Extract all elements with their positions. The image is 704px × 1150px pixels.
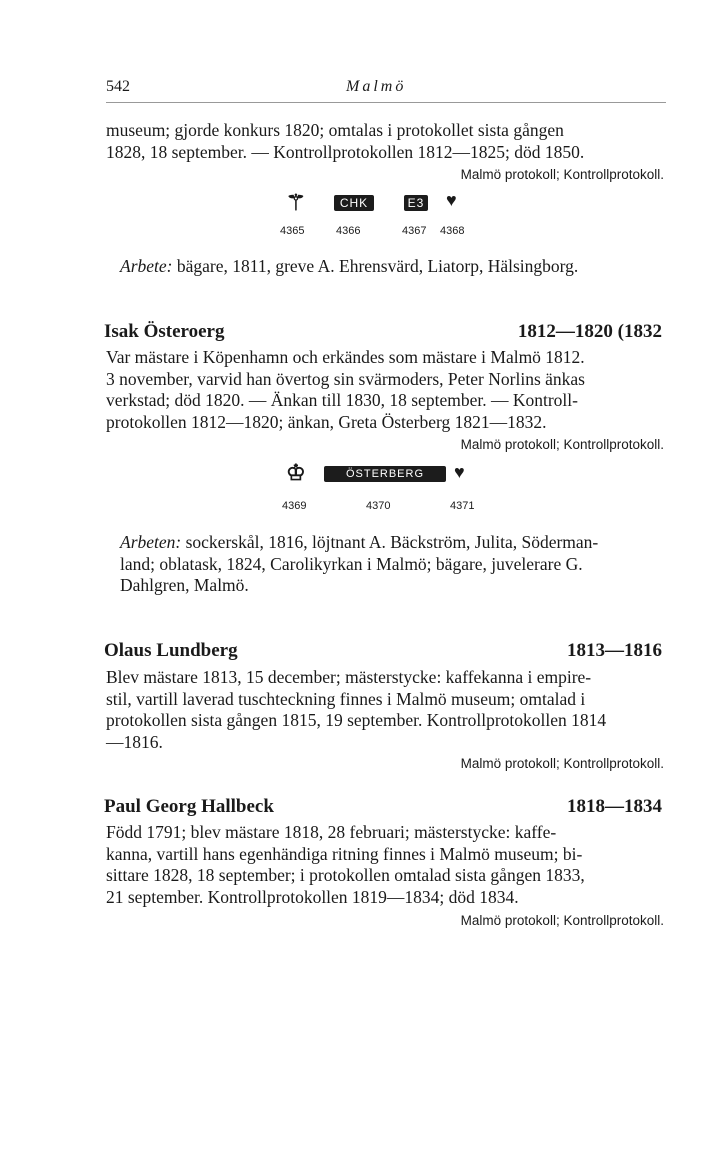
intro-paragraph [106, 120, 666, 163]
mark-number: 4370 [366, 500, 391, 512]
page-header [106, 78, 666, 102]
source-note: Malmö protokoll; Kontrollprotokoll. [460, 913, 664, 928]
mark-number: 4365 [280, 225, 305, 237]
heart-mark-icon: ♥ [454, 462, 465, 482]
entry-paragraph [106, 822, 666, 908]
work-text: land; oblatask, 1824, Carolikyrkan i Malmö; bägare, juvelerare G. [120, 553, 583, 574]
source-note: Malmö protokoll; Kontrollprotokoll. [460, 167, 664, 182]
work-line [120, 256, 665, 278]
entry-heading [104, 321, 662, 347]
text-line: 3 november, varvid han övertog sin svärmoders, Peter Norlins änkas [106, 368, 585, 389]
entry-name: Paul Georg Hallbeck [104, 796, 274, 817]
page-number: 542 [106, 78, 130, 95]
source-note: Malmö protokoll; Kontrollprotokoll. [460, 756, 664, 771]
work-text: Dahlgren, Malmö. [120, 575, 249, 595]
entry-years: 1812—1820 (1832 [517, 321, 662, 342]
osterberg-stamp: ÖSTERBERG [324, 466, 446, 482]
running-title: Malmö [346, 78, 407, 95]
text-line: Född 1791; blev mästare 1818, 28 februari; mästerstycke: kaffe- [106, 822, 557, 842]
maker-marks [282, 460, 502, 510]
entry-name: Olaus Lundberg [104, 640, 238, 661]
figure-mark-icon: ⚚ [286, 190, 306, 215]
heart-mark-icon: ♥ [446, 190, 457, 210]
text-line: —1816. [106, 731, 163, 752]
entry-heading [104, 796, 662, 822]
mark-number: 4366 [336, 225, 361, 237]
text-line: 1828, 18 september. — Kontrollprotokollen 1812—1825; död 1850. [106, 141, 585, 162]
entry-paragraph [106, 347, 666, 433]
work-text: sockerskål, 1816, löjtnant A. Bäckström, Julita, Söderman- [181, 532, 599, 552]
text-line: sittare 1828, 18 september; i protokollen omtalad sista gången 1833, [106, 865, 585, 885]
mark-number: 4369 [282, 500, 307, 512]
mark-number: 4367 [402, 225, 427, 237]
e3-stamp: E3 [404, 195, 428, 211]
header-rule [106, 102, 666, 103]
text-line: verkstad; död 1820. — Änkan till 1830, 18 september. — Kontroll- [106, 390, 578, 410]
text-line: museum; gjorde konkurs 1820; omtalas i protokollet sista gången [106, 120, 564, 140]
work-paragraph [120, 532, 665, 597]
text-line: Blev mästare 1813, 15 december; mästerstycke: kaffekanna i empire- [106, 667, 592, 687]
work-label: Arbeten: [120, 532, 182, 552]
entry-paragraph [106, 667, 666, 753]
text-line: 21 september. Kontrollprotokollen 1819—1834; död 1834. [106, 886, 519, 907]
work-text: bägare, 1811, greve A. Ehrensvärd, Liatorp, Hälsingborg. [172, 256, 579, 276]
text-line: Var mästare i Köpenhamn och erkändes som mästare i Malmö 1812. [106, 347, 585, 367]
mark-number: 4371 [450, 500, 475, 512]
maker-marks [280, 190, 500, 240]
entry-name: Isak Österoerg [104, 321, 225, 342]
text-line: protokollen 1812—1820; änkan, Greta Österberg 1821—1832. [106, 411, 547, 432]
entry-years: 1813—1816 [567, 640, 662, 661]
entry-heading [104, 640, 662, 666]
text-line: protokollen sista gången 1815, 19 september. Kontrollprotokollen 1814 [106, 710, 607, 730]
chk-stamp: CHK [334, 195, 374, 211]
source-note: Malmö protokoll; Kontrollprotokoll. [460, 437, 664, 452]
entry-years: 1818—1834 [567, 796, 662, 817]
text-line: stil, vartill laverad tuschteckning finnes i Malmö museum; omtalad i [106, 688, 586, 709]
work-label: Arbete: [120, 256, 173, 276]
crowned-mark-icon: ♔ [286, 460, 306, 485]
mark-number: 4368 [440, 225, 465, 237]
text-line: kanna, vartill hans egenhändiga ritning finnes i Malmö museum; bi- [106, 843, 583, 864]
